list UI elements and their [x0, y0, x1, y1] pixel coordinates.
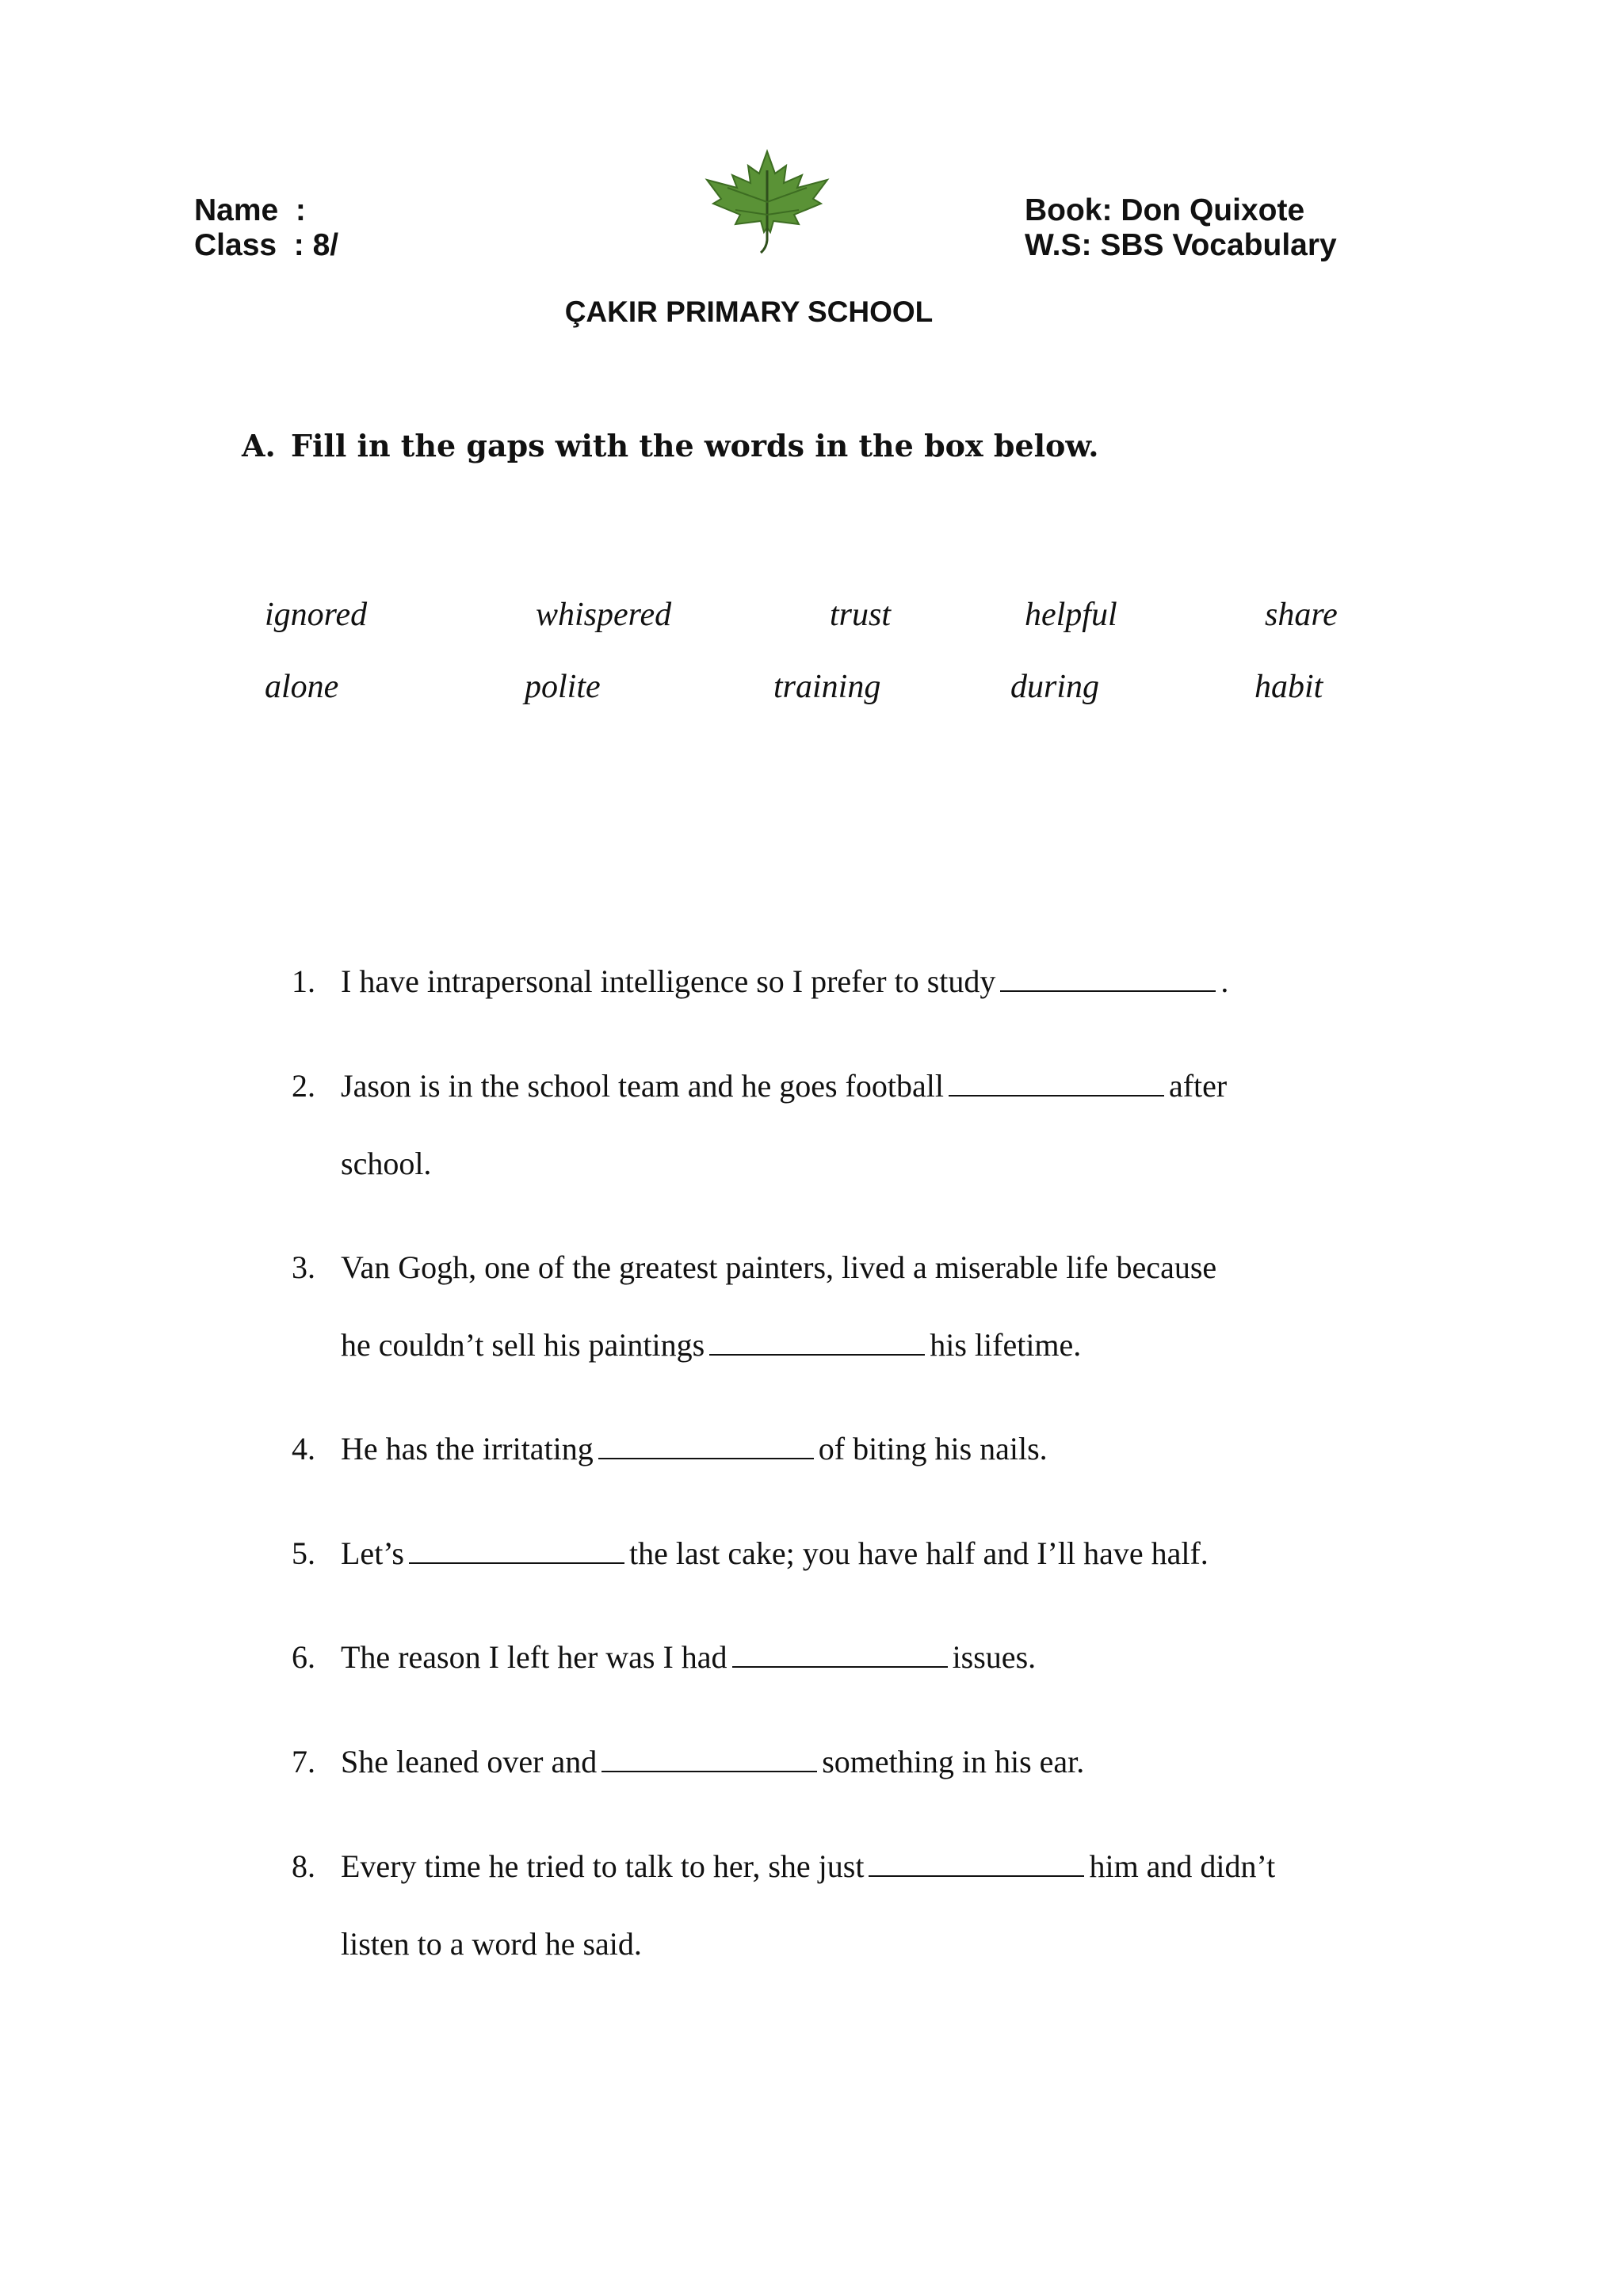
- word-box-item: habit: [1254, 669, 1323, 705]
- answer-blank[interactable]: [949, 1071, 1164, 1097]
- question-1: [292, 943, 1449, 1020]
- question-text: the last cake; you have half and I’ll have half.: [628, 1535, 1209, 1571]
- answer-blank[interactable]: [1000, 967, 1216, 992]
- question-text: something in his ear.: [822, 1744, 1085, 1779]
- question-number: 8.: [292, 1848, 315, 1884]
- question-number: 6.: [292, 1639, 315, 1675]
- question-text: after: [1168, 1068, 1228, 1104]
- question-number: 3.: [292, 1249, 315, 1285]
- word-box-item: ignored: [265, 597, 368, 633]
- question-text: Jason is in the school team and he goes football: [341, 1068, 944, 1104]
- word-box-item: trust: [830, 597, 892, 633]
- question-number: 5.: [292, 1535, 315, 1571]
- question-text: issues.: [952, 1639, 1037, 1675]
- question-text: .: [1220, 963, 1229, 999]
- word-box-item: polite: [525, 669, 601, 705]
- question-5: [292, 1515, 1449, 1592]
- answer-blank[interactable]: [709, 1330, 925, 1356]
- question-number: 1.: [292, 963, 315, 999]
- book-label: Book: Don Quixote: [1025, 193, 1305, 227]
- question-number: 7.: [292, 1744, 315, 1779]
- word-box-item: whispered: [536, 597, 672, 633]
- question-number: 2.: [292, 1068, 315, 1104]
- answer-blank[interactable]: [869, 1852, 1084, 1877]
- name-label: Name :: [194, 193, 306, 227]
- student-info: [194, 193, 338, 263]
- instruction-letter: A.: [242, 428, 276, 463]
- word-box-item: alone: [265, 669, 339, 705]
- answer-blank[interactable]: [409, 1539, 624, 1564]
- question-text: school.: [341, 1146, 432, 1181]
- question-6: [292, 1619, 1449, 1696]
- question-text: Van Gogh, one of the greatest painters, lived a miserable life because: [341, 1249, 1217, 1285]
- question-text: She leaned over and: [341, 1744, 598, 1779]
- instruction: [242, 428, 1099, 463]
- question-8: [292, 1828, 1449, 1983]
- instruction-text: Fill in the gaps with the words in the box below.: [291, 428, 1099, 463]
- question-text: listen to a word he said.: [341, 1926, 642, 1962]
- school-title: ÇAKIR PRIMARY SCHOOL: [564, 296, 934, 328]
- question-text: of biting his nails.: [818, 1431, 1048, 1466]
- question-text: he couldn’t sell his paintings: [341, 1327, 705, 1363]
- question-text: Every time he tried to talk to her, she just: [341, 1848, 865, 1884]
- word-box-item: during: [1010, 669, 1100, 705]
- question-text: his lifetime.: [930, 1327, 1082, 1363]
- question-7: [292, 1723, 1449, 1801]
- word-box-item: helpful: [1025, 597, 1117, 633]
- word-box-item: share: [1265, 597, 1338, 633]
- question-number: 4.: [292, 1431, 315, 1466]
- answer-blank[interactable]: [732, 1642, 948, 1668]
- question-text: He has the irritating: [341, 1431, 594, 1466]
- word-box-item: training: [773, 669, 881, 705]
- class-label: Class : 8/: [194, 228, 339, 262]
- question-text: him and didn’t: [1089, 1848, 1276, 1884]
- question-4: [292, 1410, 1449, 1488]
- answer-blank[interactable]: [598, 1434, 814, 1459]
- question-3: [292, 1229, 1449, 1384]
- question-text: Let’s: [341, 1535, 404, 1571]
- book-info: [1025, 193, 1337, 263]
- question-text: I have intrapersonal intelligence so I prefer to study: [341, 963, 996, 999]
- maple-leaf-icon: [688, 147, 846, 257]
- question-text: The reason I left her was I had: [341, 1639, 727, 1675]
- worksheet-label: W.S: SBS Vocabulary: [1025, 228, 1337, 262]
- answer-blank[interactable]: [601, 1747, 817, 1772]
- question-2: [292, 1047, 1449, 1203]
